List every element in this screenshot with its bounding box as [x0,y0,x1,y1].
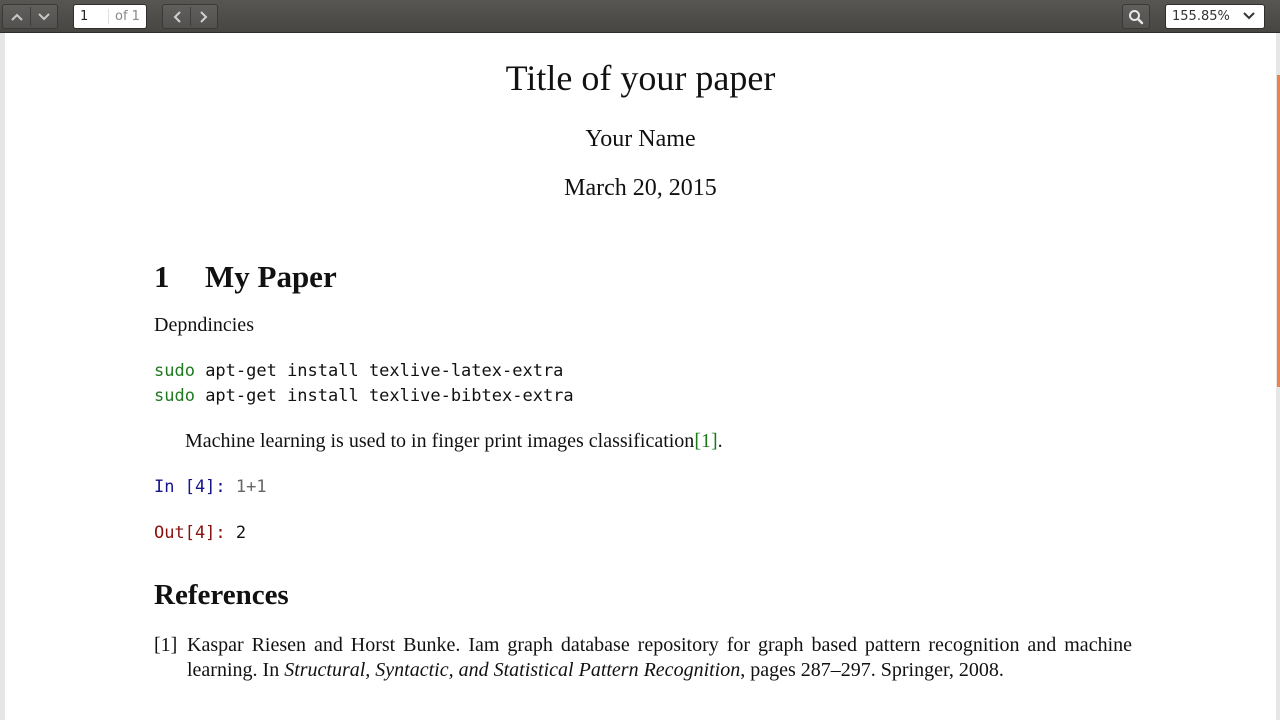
next-page-button[interactable] [31,5,57,28]
page-count-label: of 1 [108,9,140,24]
history-nav-group [162,4,218,29]
search-icon [1128,9,1144,25]
zoom-value: 155.85% [1172,9,1230,24]
input-prompt: In [4]: [154,477,226,497]
arrow-up-icon [10,12,24,22]
code-command: sudo [154,361,195,381]
code-args: apt-get install texlive-bibtex-extra [194,386,574,406]
arrow-down-icon [37,12,51,22]
forward-button[interactable] [191,5,217,28]
citation-link[interactable]: [1] [694,430,718,452]
code-command: sudo [154,386,195,406]
chevron-down-icon [1242,10,1256,22]
code-line-1 [154,361,563,381]
section-title: My Paper [205,259,337,294]
body-end: . [717,430,723,452]
page-number-input[interactable] [74,6,108,27]
reference-pages: , pages 287–297. Springer, 2008. [740,659,1004,681]
document-page [5,33,1276,720]
reference-venue: Structural, Syntactic, and Statistical Pattern Recognition [284,659,741,681]
dependencies-label: Depndincies [154,314,254,336]
code-args: apt-get install texlive-latex-extra [194,361,564,381]
chevron-left-icon [172,10,182,24]
section-heading [154,259,337,295]
paper-author: Your Name [585,126,696,152]
code-line-2 [154,386,574,406]
body-text: Machine learning is used to in finger print images classification [185,430,695,452]
reference-authors-title: Kaspar Riesen and Horst Bunke. Iam graph database repository for graph based pattern recognition and machine learning. In [187,634,1132,681]
page-number-box [73,4,147,29]
section-number: 1 [154,259,170,294]
output-value: 2 [235,523,247,543]
paper-date: March 20, 2015 [564,175,717,201]
viewer-toolbar [0,0,1280,33]
reference-number: [1] [154,634,178,656]
chevron-right-icon [199,10,209,24]
references-heading: References [154,579,289,611]
input-code: 1+1 [235,477,267,497]
previous-page-button[interactable] [3,5,30,28]
output-prompt: Out[4]: [154,523,226,543]
page-nav-group [2,4,58,29]
zoom-select[interactable] [1165,4,1265,29]
search-button[interactable] [1122,4,1150,29]
output-cell [154,523,246,543]
input-cell [154,477,267,497]
reference-text [187,633,1132,683]
paper-title: Title of your paper [505,58,776,98]
back-button[interactable] [163,5,190,28]
body-paragraph [185,430,723,453]
